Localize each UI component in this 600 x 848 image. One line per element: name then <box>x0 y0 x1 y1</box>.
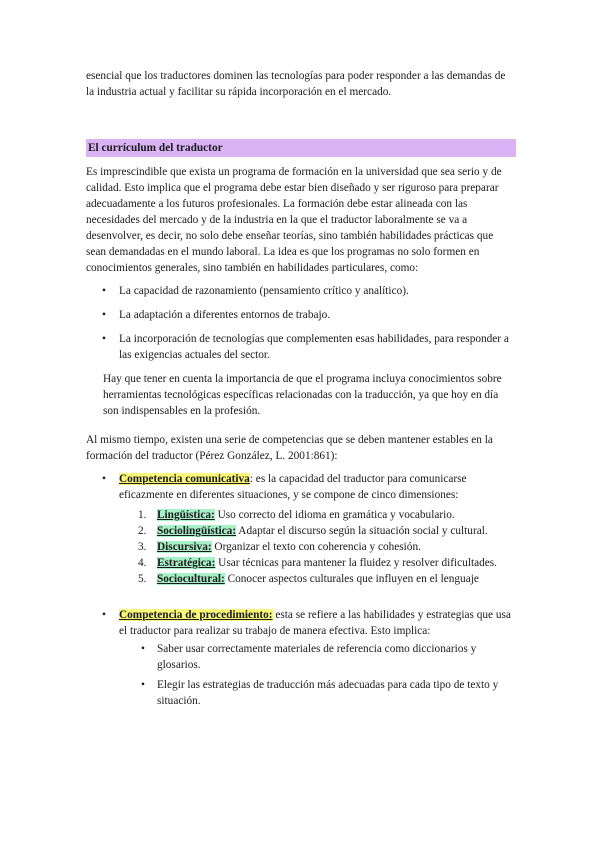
bullet-icon: • <box>102 285 106 297</box>
list-item: 5. Sociocultural: Conocer aspectos culturales que influyen en el lenguaje <box>138 573 479 585</box>
list-item: • La adaptación a diferentes entornos de trabajo. <box>102 309 331 321</box>
skills-list <box>86 283 516 363</box>
list-item: • Elegir las estrategias de traducción más adecuadas para cada tipo de texto y situación. <box>141 679 499 707</box>
list-item: 4. Estratégica: Usar técnicas para mantener la fluidez y resolver dificultades. <box>138 557 498 569</box>
competence-procedure <box>86 607 516 639</box>
dimensions-list <box>86 507 516 587</box>
document-page <box>86 68 516 713</box>
competence-text: : es la capacidad del traductor para comunicarse eficazmente en diferentes situaciones, y se compone de cinco dimensiones: <box>119 473 467 501</box>
list-item: • La capacidad de razonamiento (pensamiento crítico y analítico). <box>102 285 409 297</box>
paragraph-2: Hay que tener en cuenta la importancia de que el programa incluya conocimientos sobre herramientas tecnológicas específicas relacionadas con la traducción, ya que hoy en día son indispensables en la profesión. <box>103 373 502 417</box>
list-item: 1. Lingüística: Uso correcto del idioma en gramática y vocabulario. <box>138 509 455 521</box>
intro-paragraph: esencial que los traductores dominen las tecnologías para poder responder a las demandas de la industria actual y facilitar su rápida incorporación en el mercado. <box>86 70 506 98</box>
list-item: 3. Discursiva: Organizar el texto con coherencia y cohesión. <box>138 541 421 553</box>
competence-text: esta se refiere a las habilidades y estrategias que usa el traductor para realizar su trabajo de manera efectiva. Esto implica: <box>119 609 511 637</box>
competence-title: Competencia comunicativa <box>119 473 250 485</box>
list-item: 2. Sociolingüística: Adaptar el discurso según la situación social y cultural. <box>138 525 488 537</box>
competence-communicative <box>86 471 516 503</box>
bullet-icon: • <box>102 333 106 345</box>
competence-title: Competencia de procedimiento: <box>119 609 273 621</box>
paragraph-3: Al mismo tiempo, existen una serie de competencias que se deben mantener estables en la formación del traductor (Pérez González, L. 2001:861): <box>86 434 493 462</box>
list-item: • La incorporación de tecnologías que complementen esas habilidades, para responder a las exigencias actuales del sector. <box>102 333 509 361</box>
section-heading: El currículum del traductor <box>86 139 516 157</box>
paragraph-1: Es imprescindible que exista un programa de formación en la universidad que sea serio y de calidad. Esto implica que el programa debe estar bien diseñado y ser riguroso para preparar adecuadamente a los futuros profesionales. La formación debe estar alineada con las necesidades del mercado y de la industria en la que el traductor laboralmente se va a desenvolver, es decir, no solo debe enseñar teorías, sino también habilidades prácticas que sean demandadas en el mundo laboral. La idea es que los programas no solo formen en conocimientos generales, sino también en habilidades particulares, como: <box>86 166 502 274</box>
bullet-icon: • <box>141 679 145 691</box>
bullet-icon: • <box>141 643 145 655</box>
bullet-icon: • <box>102 609 106 621</box>
bullet-icon: • <box>102 473 106 485</box>
list-item: • Saber usar correctamente materiales de referencia como diccionarios y glosarios. <box>141 643 477 671</box>
bullet-icon: • <box>102 309 106 321</box>
procedure-list <box>86 641 516 709</box>
